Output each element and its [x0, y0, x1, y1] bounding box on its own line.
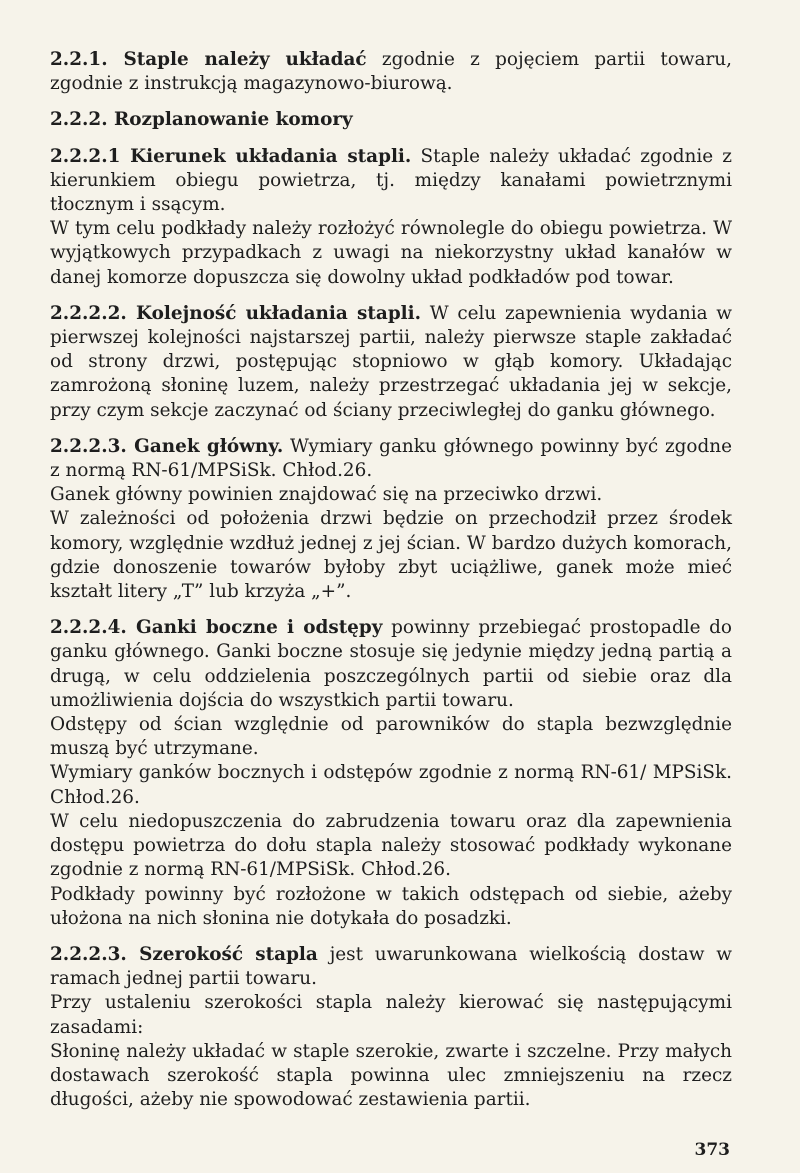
section-2-2-2-2: [50, 302, 732, 423]
section-text-continued: Wymiary ganków bocznych i odstępów zgodnie z normą RN-61/ MPSiSk. Chłod.26.: [50, 762, 732, 808]
section-2-2-2-3-szerokosc: [50, 943, 732, 1112]
section-heading: 2.2.2.1 Kierunek układania stapli.: [50, 145, 412, 167]
section-text: zgodnie z pojęciem partii towaru, zgodnie z instrukcją magazynowo-biurową.: [50, 49, 732, 95]
section-text: Staple należy układać zgodnie z kierunkiem obiegu powietrza, tj. między kanałami powietrznymi tłocznym i ssącym.: [50, 145, 732, 216]
section-heading: 2.2.2. Rozplanowanie komory: [50, 109, 353, 131]
section-text-continued: Podkłady powinny być rozłożone w takich odstępach od siebie, ażeby ułożona na nich słonina nie dotykała do posadzki.: [50, 883, 732, 929]
section-heading: 2.2.1. Staple należy układać: [50, 49, 367, 70]
section-text-continued: W tym celu podkłady należy rozłożyć równolegle do obiegu powietrza. W wyjątkowych przypadkach z uwagi na niekorzystny układ kanałów w danej komorze dopuszcza się dowolny układ podkładów pod towar.: [50, 218, 732, 288]
section-text: powinny przebiegać prostopadle do ganku głównego. Ganki boczne stosuje się jedynie między jedną partią a drugą, w celu oddzielenia poszczególnych partii od siebie oraz dla umożliwienia dojścia do wszystkich partii towaru.: [50, 617, 733, 711]
section-text-continued: Odstępy od ścian względnie od parowników do stapla bezwzględnie muszą być utrzymane.: [50, 714, 732, 760]
section-2-2-2-1: [50, 145, 732, 290]
section-text: jest uwarunkowana wielkością dostaw w ramach jednej partii towaru.: [50, 943, 732, 990]
section-heading: 2.2.2.2. Kolejność układania stapli.: [50, 302, 422, 324]
section-2-2-2-4: [50, 616, 732, 931]
section-text-continued: Przy ustaleniu szerokości stapla należy kierować się następującymi zasadami:: [50, 992, 732, 1038]
section-text-continued: Słoninę należy układać w staple szerokie, zwarte i szczelne. Przy małych dostawach szerokość stapla powinna ulec zmniejszeniu na rzecz długości, ażeby nie spowodować zestawienia partii.: [50, 1040, 732, 1111]
section-2-2-1: [50, 48, 732, 96]
section-text-continued: Ganek główny powinien znajdować się na przeciwko drzwi.: [50, 484, 603, 506]
section-text: W celu zapewnienia wydania w pierwszej kolejności najstarszej partii, należy pierwsze staple zakładać od strony drzwi, postępując stopniowo w głąb komory. Układając zamrożoną słoninę luzem, należy przestrzegać układania jej w sekcje, przy czym sekcje zaczynać od ściany przeciwległej do ganku głównego.: [50, 302, 732, 421]
section-text: Wymiary ganku głównego powinny być zgodne z normą RN-61/MPSiSk. Chłod.26.: [50, 435, 732, 482]
page-number: 373: [694, 1140, 730, 1160]
section-heading: 2.2.2.4. Ganki boczne i odstępy: [50, 617, 383, 639]
section-text-continued: W zależności od położenia drzwi będzie on przechodził przez środek komory, względnie wzdłuż jednej z jej ścian. W bardzo dużych komorach, gdzie donoszenie towarów byłoby zbyt uciążliwe, ganek może mieć kształt litery „T” lub krzyża „+”.: [50, 508, 732, 603]
section-2-2-2-3-ganek: [50, 435, 732, 604]
section-2-2-2: [50, 108, 732, 132]
section-text-continued: W celu niedopuszczenia do zabrudzenia towaru oraz dla zapewnienia dostępu powietrza do dołu stapla należy stosować podkłady wykonane zgodnie z normą RN-61/MPSiSk. Chłod.26.: [50, 810, 732, 881]
section-heading: 2.2.2.3. Szerokość stapla: [50, 943, 318, 965]
section-heading: 2.2.2.3. Ganek główny.: [50, 435, 284, 457]
